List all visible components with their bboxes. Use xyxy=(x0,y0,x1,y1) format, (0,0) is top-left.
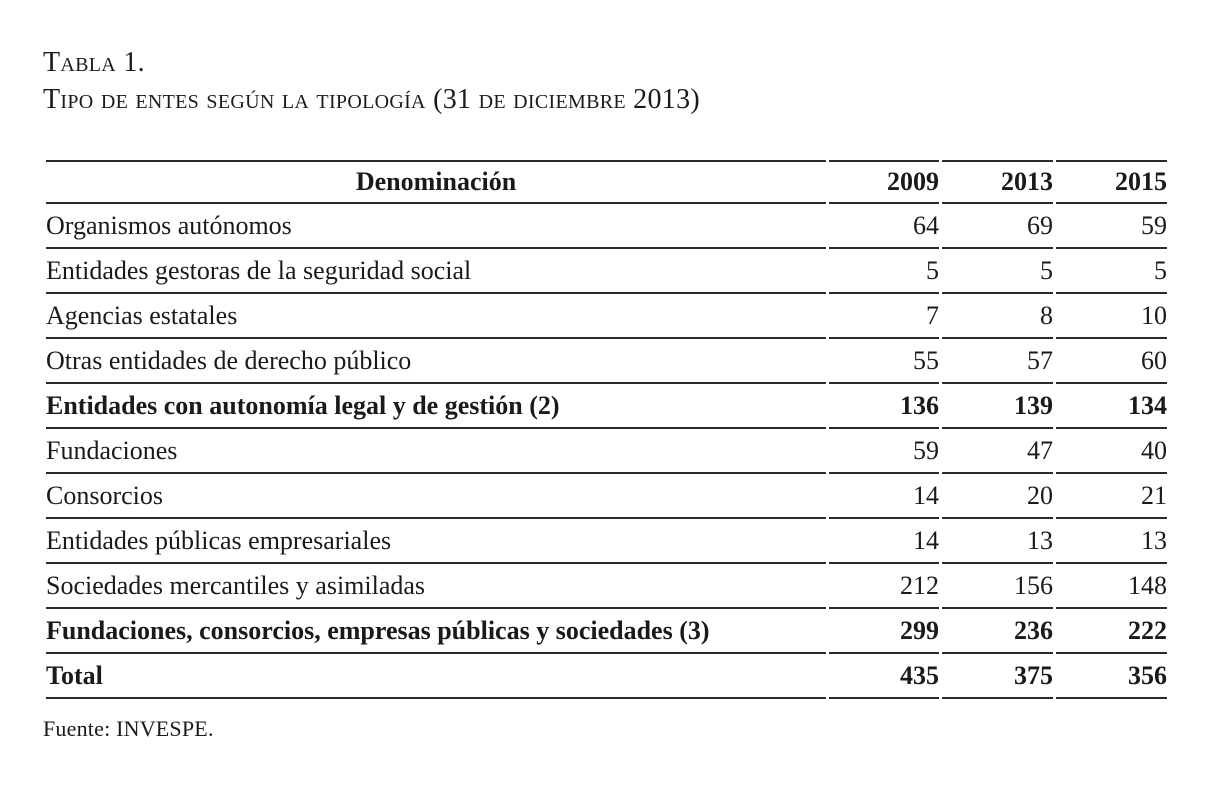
table-row xyxy=(46,204,1167,249)
cell-value: 375 xyxy=(942,654,1053,699)
column-header-2013: 2013 xyxy=(942,160,1053,204)
cell-value: 5 xyxy=(829,249,939,294)
column-header-2015: 2015 xyxy=(1056,160,1167,204)
cell-value: 64 xyxy=(829,204,939,249)
row-label: Entidades gestoras de la seguridad social xyxy=(46,249,826,294)
row-label: Consorcios xyxy=(46,474,826,519)
row-label: Otras entidades de derecho público xyxy=(46,339,826,384)
table-row xyxy=(46,249,1167,294)
cell-value: 69 xyxy=(942,204,1053,249)
row-label: Sociedades mercantiles y asimiladas xyxy=(46,564,826,609)
cell-value: 8 xyxy=(942,294,1053,339)
row-label: Entidades con autonomía legal y de gestión (2) xyxy=(46,384,826,429)
cell-value: 134 xyxy=(1056,384,1167,429)
row-label: Total xyxy=(46,654,826,699)
cell-value: 13 xyxy=(942,519,1053,564)
table-title: Tabla 1. xyxy=(43,47,145,78)
table-body xyxy=(46,204,1167,699)
cell-value: 10 xyxy=(1056,294,1167,339)
row-label: Fundaciones, consorcios, empresas públicas y sociedades (3) xyxy=(46,609,826,654)
cell-value: 59 xyxy=(829,429,939,474)
table-header xyxy=(46,160,1167,204)
cell-value: 435 xyxy=(829,654,939,699)
cell-value: 13 xyxy=(1056,519,1167,564)
cell-value: 236 xyxy=(942,609,1053,654)
table-row xyxy=(46,384,1167,429)
cell-value: 40 xyxy=(1056,429,1167,474)
cell-value: 148 xyxy=(1056,564,1167,609)
cell-value: 136 xyxy=(829,384,939,429)
cell-value: 139 xyxy=(942,384,1053,429)
cell-value: 222 xyxy=(1056,609,1167,654)
column-header-2009: 2009 xyxy=(829,160,939,204)
cell-value: 20 xyxy=(942,474,1053,519)
table-row xyxy=(46,654,1167,699)
cell-value: 299 xyxy=(829,609,939,654)
table-title-block xyxy=(43,44,1170,118)
cell-value: 21 xyxy=(1056,474,1167,519)
cell-value: 5 xyxy=(1056,249,1167,294)
column-header-denominacion: Denominación xyxy=(46,160,826,204)
cell-value: 212 xyxy=(829,564,939,609)
table-subtitle: Tipo de entes según la tipología (31 de diciembre 2013) xyxy=(43,84,700,115)
table-row xyxy=(46,339,1167,384)
cell-value: 57 xyxy=(942,339,1053,384)
row-label: Fundaciones xyxy=(46,429,826,474)
cell-value: 59 xyxy=(1056,204,1167,249)
cell-value: 55 xyxy=(829,339,939,384)
cell-value: 14 xyxy=(829,474,939,519)
table-row xyxy=(46,564,1167,609)
header-row xyxy=(46,160,1167,204)
entity-types-table xyxy=(43,160,1170,699)
source-note: Fuente: INVESPE. xyxy=(43,716,214,741)
cell-value: 14 xyxy=(829,519,939,564)
table-row xyxy=(46,474,1167,519)
row-label: Entidades públicas empresariales xyxy=(46,519,826,564)
row-label: Agencias estatales xyxy=(46,294,826,339)
cell-value: 47 xyxy=(942,429,1053,474)
table-row xyxy=(46,519,1167,564)
row-label: Organismos autónomos xyxy=(46,204,826,249)
cell-value: 60 xyxy=(1056,339,1167,384)
cell-value: 156 xyxy=(942,564,1053,609)
table-row xyxy=(46,609,1167,654)
cell-value: 7 xyxy=(829,294,939,339)
table-row xyxy=(46,294,1167,339)
cell-value: 5 xyxy=(942,249,1053,294)
cell-value: 356 xyxy=(1056,654,1167,699)
table-row xyxy=(46,429,1167,474)
